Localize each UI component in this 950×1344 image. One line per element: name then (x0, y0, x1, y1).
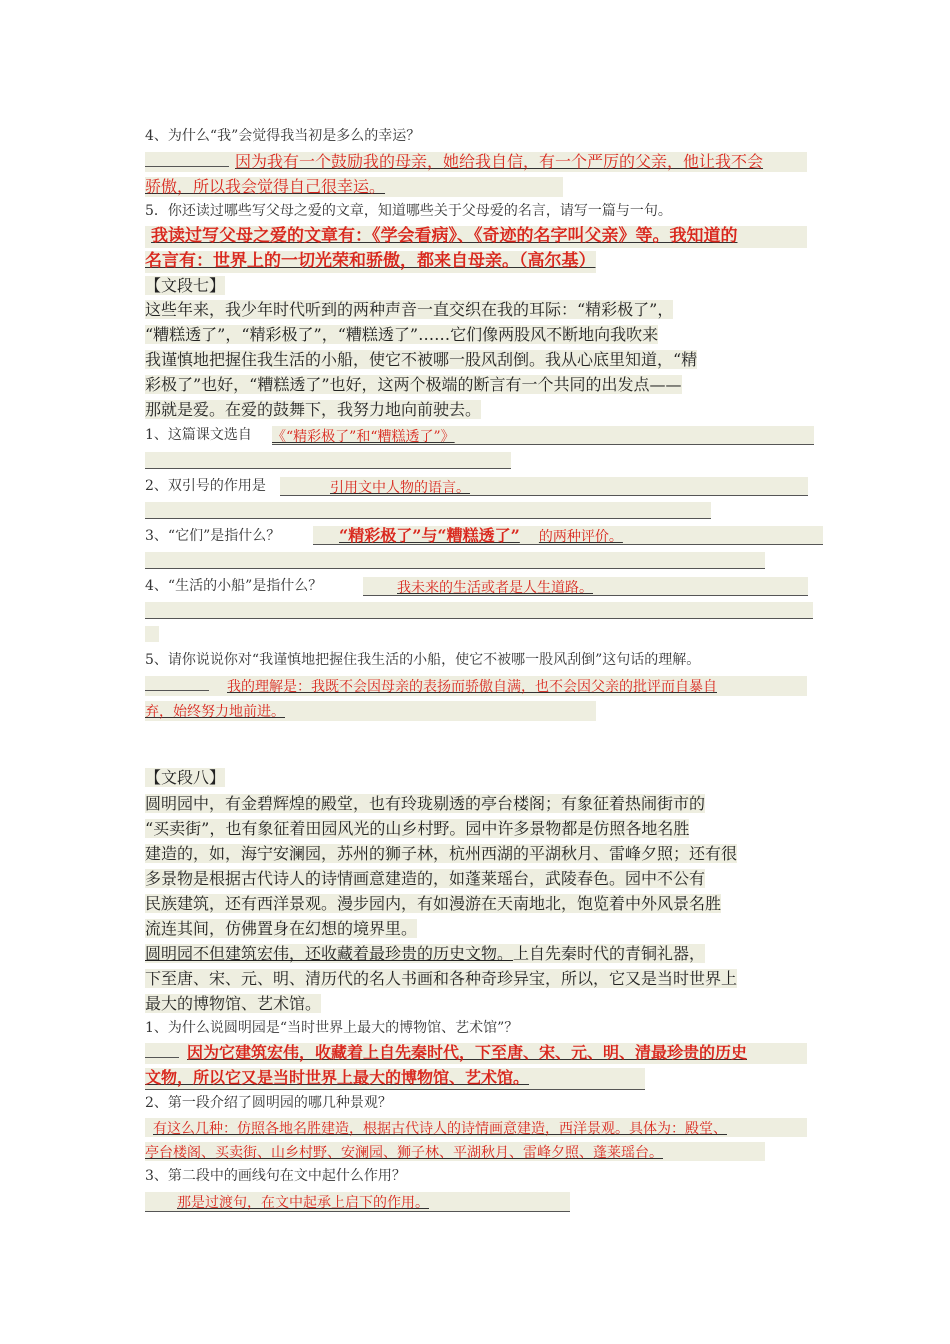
s7-paragraph-line-3: 我谨慎地把握住我生活的小船，使它不被哪一股风刮倒。我从心底里知道，“精 (145, 350, 698, 369)
s8-paragraph-line-9: 最大的博物馆、艺术馆。 (145, 994, 322, 1013)
answer-5-line-1: 我读过写父母之爱的文章有：《学会看病》、《奇迹的名字叫父亲》等。我知道的 (151, 226, 738, 246)
s8-answer-2-line-2: 亭台楼阁、买卖街、山乡村野、安澜园、狮子林、平湖秋月、雷峰夕照、蓬莱瑶台。 (145, 1145, 663, 1161)
s7-answer-3-a: “精彩极了”与“糟糕透了” (339, 526, 520, 545)
answer-4-line-2-bg (145, 177, 563, 197)
answer-5-line-2: 名言有：世界上的一切光荣和骄傲，都来自母亲。（高尔基） (145, 251, 596, 271)
answer-blank (145, 165, 229, 167)
answer-4-line-1: 因为我有一个鼓励我的母亲，她给我自信，有一个严厉的父亲，他让我不会 (235, 152, 764, 171)
blank-line (145, 552, 765, 569)
question-4: 4、为什么“我”会觉得我当初是多么的幸运？ (145, 128, 421, 144)
s8-paragraph-line-7-rest: 上自先秦时代的青铜礼器， (513, 944, 706, 963)
s8-paragraph-line-3: 建造的，如，海宁安澜园，苏州的狮子林，杭州西湖的平湖秋月、雷峰夕照；还有很 (145, 844, 738, 863)
s7-question-2: 2、双引号的作用是 (145, 478, 266, 494)
s8-paragraph-line-4: 多景物是根据古代诗人的诗情画意建造的，如蓬莱瑶台，武陵春色。园中不公有 (145, 869, 706, 888)
s8-answer-2-line-1-bg (145, 1118, 807, 1137)
s7-paragraph-line-5: 那就是爱。在爱的鼓舞下，我努力地向前驶去。 (145, 400, 482, 419)
s7-paragraph-line-2: “糟糕透了”，“精彩极了”，“糟糕透了”……它们像两股风不断地向我吹来 (145, 325, 659, 344)
s7-answer-2-bg (280, 477, 808, 496)
blank-line (145, 452, 511, 469)
s8-answer-3: 那是过渡句，在文中起承上启下的作用。 (177, 1195, 429, 1211)
blank-line (145, 502, 711, 519)
s7-answer-3-b: 的两种评价。 (538, 529, 623, 545)
s7-answer-1: 《“精彩极了”和“糟糕透了”》 (272, 429, 455, 445)
question-5: 5．你还读过哪些写父母之爱的文章，知道哪些关于父母爱的名言，请写一篇与一句。 (145, 203, 672, 219)
s7-answer-5-line-1-bg (145, 676, 807, 696)
s8-answer-2-line-2-bg (145, 1142, 765, 1161)
answer-5-line-1-bg (145, 226, 807, 248)
blank-line (145, 602, 813, 619)
answer-4-line-2: 骄傲，所以我会觉得自己很幸运。 (145, 177, 386, 196)
answer-4-line-1-bg (145, 152, 807, 172)
s8-answer-1-line-1-bg (145, 1043, 807, 1064)
s7-answer-4-bg (363, 577, 808, 596)
s8-paragraph-line-2: “买卖街”，也有象征着田园风光的山乡村野。园中许多景物都是仿照各地名胜 (145, 819, 690, 838)
s7-paragraph-line-4: 彩极了”也好，“糟糕透了”也好，这两个极端的断言有一个共同的出发点—— (145, 375, 682, 394)
answer-5-line-2-bg (145, 251, 596, 273)
blank-line-stub (145, 626, 159, 642)
s7-question-5: 5、请你说说你对“我谨慎地把握住我生活的小船，使它不被哪一股风刮倒”这句话的理解。 (145, 652, 701, 668)
s8-answer-2-line-1: 有这么几种：仿照各地名胜建造，根据古代诗人的诗情画意建造，西洋景观。具体为：殿堂、 (153, 1121, 727, 1137)
s8-question-2: 2、第一段介绍了圆明园的哪几种景观？ (145, 1095, 392, 1111)
s8-paragraph-line-1: 圆明园中，有金碧辉煌的殿堂，也有玲珑剔透的亭台楼阁；有象征着热闹街市的 (145, 794, 706, 813)
s8-answer-1-line-2-bg (145, 1068, 645, 1090)
s8-question-3: 3、第二段中的画线句在文中起什么作用？ (145, 1168, 406, 1184)
s7-paragraph-line-1: 这些年来，我少年时代听到的两种声音一直交织在我的耳际：“精彩极了”， (145, 300, 674, 319)
s7-answer-3-bg (313, 526, 823, 545)
s8-answer-3-bg (145, 1192, 570, 1212)
s8-answer-1-line-2: 文物，所以它又是当时世界上最大的博物馆、艺术馆。 (145, 1068, 530, 1087)
s7-question-4: 4、“生活的小船”是指什么？ (145, 578, 323, 594)
s7-answer-5-line-1: 我的理解是：我既不会因母亲的表扬而骄傲自满，也不会因父亲的批评而自暴自 (227, 679, 717, 695)
s7-answer-4: 我未来的生活或者是人生道路。 (397, 580, 593, 596)
s8-paragraph-line-8: 下至唐、宋、元、明、清历代的名人书画和各种奇珍异宝，所以，它又是当时世界上 (145, 969, 738, 988)
s8-paragraph-line-5: 民族建筑，还有西洋景观。漫步园内，有如漫游在天南地北，饱览着中外风景名胜 (145, 894, 722, 913)
s7-answer-5-line-2-bg (145, 701, 596, 721)
s7-question-3: 3、“它们”是指什么？ (145, 528, 281, 544)
s8-answer-1-line-1: 因为它建筑宏伟，收藏着上自先秦时代，下至唐、宋、元、明、清最珍贵的历史 (187, 1043, 748, 1062)
s7-answer-2: 引用文中人物的语言。 (330, 480, 470, 496)
s8-paragraph-line-6: 流连其间，仿佛置身在幻想的境界里。 (145, 919, 418, 938)
s8-paragraph-line-7 (145, 944, 705, 963)
s7-answer-1-bg (272, 426, 814, 445)
section-8-heading: 【文段八】 (145, 768, 226, 787)
s7-answer-5-line-2: 弃，始终努力地前进。 (145, 704, 285, 720)
underlined-sentence: 圆明园不但建筑宏伟，还收藏着最珍贵的历史文物。 (145, 944, 514, 963)
section-7-heading: 【文段七】 (145, 276, 226, 295)
answer-blank (145, 1056, 179, 1058)
answer-blank (145, 689, 209, 691)
s7-question-1: 1、这篇课文选自 (145, 427, 252, 443)
s8-question-1: 1、为什么说圆明园是“当时世界上最大的博物馆、艺术馆”？ (145, 1020, 519, 1036)
